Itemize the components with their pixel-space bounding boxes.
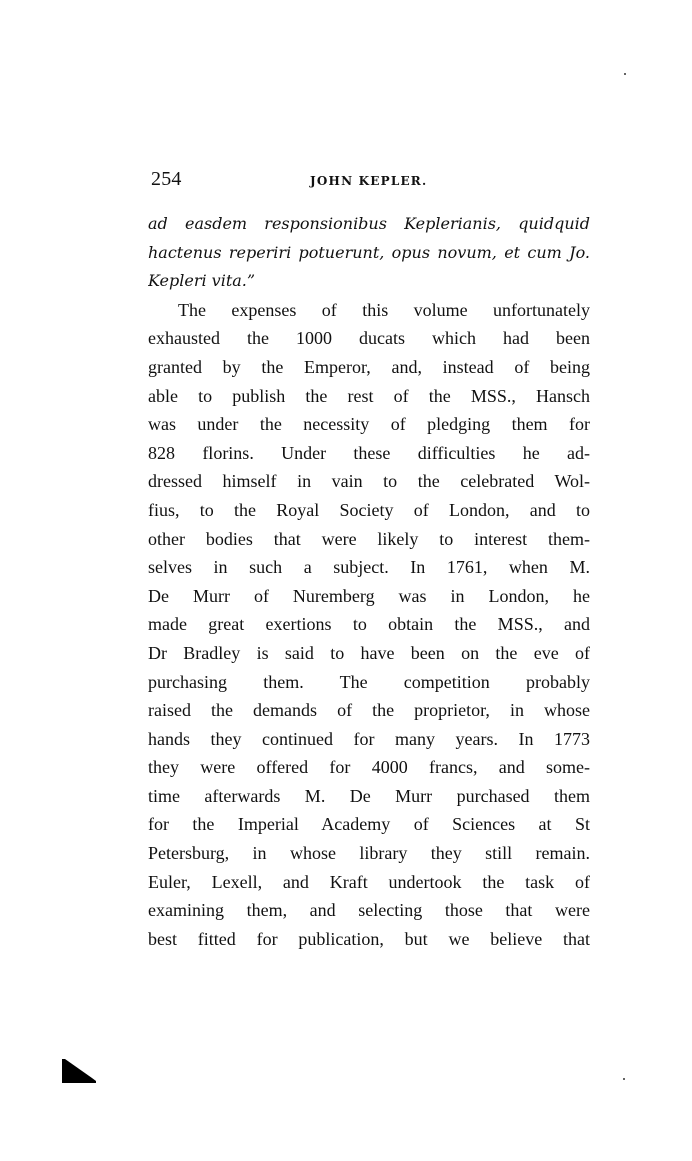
text-line: selves in such a subject. In 1761, when M. (148, 557, 590, 578)
text-line: purchasing them. The competition probably (148, 671, 590, 692)
text-line: hactenus reperiri potuerunt, opus novum, et cum Jo. (148, 242, 590, 262)
text-line: other bodies that were likely to interest them- (148, 528, 590, 549)
body-text (148, 210, 590, 953)
text-line: 828 florins. Under these difficulties he ad- (148, 442, 590, 463)
text-line: Kepleri vita.” (148, 271, 256, 291)
text-line: they were offered for 4000 francs, and some- (148, 757, 590, 778)
text-line: exhausted the 1000 ducats which had been (148, 328, 590, 349)
text-line: for the Imperial Academy of Sciences at St (148, 814, 590, 835)
text-line: fius, to the Royal Society of London, and to (148, 499, 590, 520)
text-line: De Murr of Nuremberg was in London, he (148, 585, 590, 606)
scan-speck (624, 73, 626, 75)
text-line: granted by the Emperor, and, instead of being (148, 356, 590, 377)
running-head: JOHN KEPLER. (310, 174, 428, 188)
text-line: dressed himself in vain to the celebrated Wol- (148, 471, 590, 492)
text-line: examining them, and selecting those that were (148, 900, 590, 921)
text-line: raised the demands of the proprietor, in whose (148, 700, 590, 721)
text-line: Dr Bradley is said to have been on the eve of (148, 642, 590, 663)
text-line: best fitted for publication, but we believe that (148, 928, 590, 949)
text-line: Petersburg, in whose library they still remain. (148, 843, 590, 864)
text-line: The expenses of this volume unfortunately (178, 299, 590, 320)
text-line: time afterwards M. De Murr purchased them (148, 785, 590, 806)
text-line: Euler, Lexell, and Kraft undertook the task of (148, 871, 590, 892)
text-line: made great exertions to obtain the MSS., and (148, 614, 590, 635)
text-line: ad easdem responsionibus Keplerianis, quidquid (148, 214, 590, 233)
scan-speck (623, 1078, 625, 1080)
text-line: able to publish the rest of the MSS., Hansch (148, 385, 590, 406)
text-line: hands they continued for many years. In 1773 (148, 728, 590, 749)
text-line: was under the necessity of pledging them for (148, 414, 590, 435)
page-number: 254 (151, 168, 182, 190)
page-header (148, 166, 598, 192)
scan-corner-mark-icon (62, 1059, 98, 1083)
